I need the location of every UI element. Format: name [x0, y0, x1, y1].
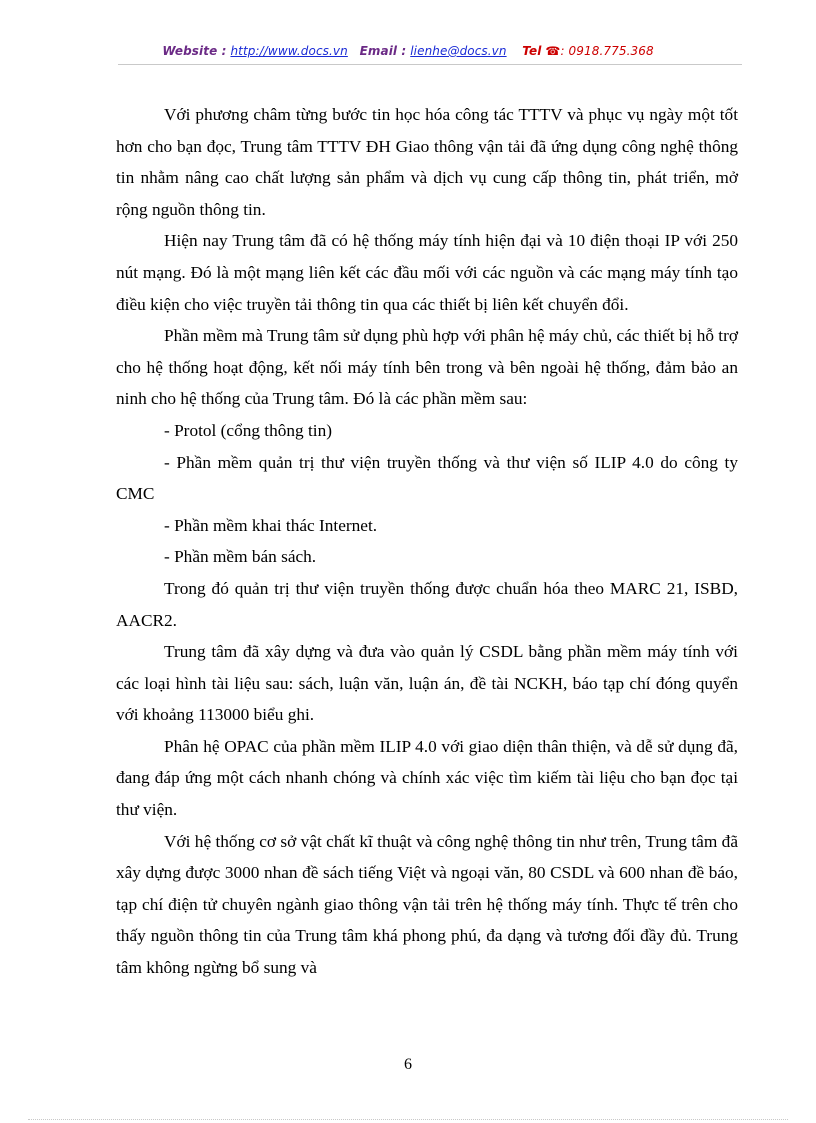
- email-label: Email :: [359, 44, 407, 58]
- footer-divider: [28, 1119, 788, 1120]
- telephone-icon: ☎: [545, 44, 561, 58]
- paragraph-resources: Với hệ thống cơ sở vật chất kĩ thuật và công nghệ thông tin như trên, Trung tâm đã xây dựng được 3000 nhan đề sách tiếng Việt và ngoại văn, 80 CSDL và 600 nhan đề báo, tạp chí điện tử chuyên ngành giao thông vận tải trên hệ thống máy tính. Thực tế trên cho thấy nguồn thông tin của Trung tâm khá phong phú, đa dạng và tương đối đầy đủ. Trung tâm không ngừng bổ sung và: [116, 831, 738, 978]
- tel-value: : 0918.775.368: [560, 44, 654, 58]
- list-item-ilip: - Phần mềm quản trị thư viện truyền thống và thư viện số ILIP 4.0 do công ty CMC: [116, 452, 738, 504]
- paragraph-intro: Với phương châm từng bước tin học hóa công tác TTTV và phục vụ ngày một tốt hơn cho bạn đọc, Trung tâm TTTV ĐH Giao thông vận tải đã ứng dụng công nghệ thông tin nhằm nâng cao chất lượng sản phẩm và dịch vụ cung cấp thông tin, phát triển, mở rộng nguồn thông tin.: [116, 105, 738, 219]
- paragraph-standards: Trong đó quản trị thư viện truyền thống được chuẩn hóa theo MARC 21, ISBD, AACR2.: [116, 578, 738, 630]
- list-item-bookselling: - Phần mềm bán sách.: [164, 547, 317, 567]
- header-divider: [118, 64, 742, 65]
- page-header: [0, 44, 816, 58]
- paragraph-database: Trung tâm đã xây dựng và đưa vào quản lý CSDL bằng phần mềm máy tính với các loại hình tài liệu sau: sách, luận văn, luận án, đề tài NCKH, báo tạp chí đóng quyển với khoảng 113000 biểu ghi.: [116, 642, 738, 725]
- tel-label: Tel: [522, 44, 542, 58]
- document-body: [116, 99, 738, 984]
- paragraph-software: Phần mềm mà Trung tâm sử dụng phù hợp với phân hệ máy chủ, các thiết bị hỗ trợ cho hệ thống hoạt động, kết nối máy tính bên trong và bên ngoài hệ thống, đảm bảo an ninh cho hệ thống của Trung tâm. Đó là các phần mềm sau:: [116, 326, 738, 409]
- list-item-internet: - Phần mềm khai thác Internet.: [164, 515, 378, 535]
- paragraph-opac: Phân hệ OPAC của phần mềm ILIP 4.0 với giao diện thân thiện, và dễ sử dụng đã, đang đáp ứng một cách nhanh chóng và chính xác việc tìm kiếm tài liệu cho bạn đọc tại thư viện.: [116, 736, 738, 820]
- website-link[interactable]: http://www.docs.vn: [230, 44, 348, 58]
- email-link[interactable]: lienhe@docs.vn: [410, 44, 507, 58]
- list-item-protol: - Protol (cổng thông tin): [164, 420, 332, 440]
- page-number: 6: [404, 1056, 412, 1073]
- paragraph-network: Hiện nay Trung tâm đã có hệ thống máy tính hiện đại và 10 điện thoại IP với 250 nút mạng. Đó là một mạng liên kết các đầu mối với các nguồn và các mạng máy tính tạo điều kiện cho việc truyền tải thông tin qua các thiết bị liên kết chuyển đổi.: [116, 231, 738, 314]
- website-label: Website :: [162, 44, 227, 58]
